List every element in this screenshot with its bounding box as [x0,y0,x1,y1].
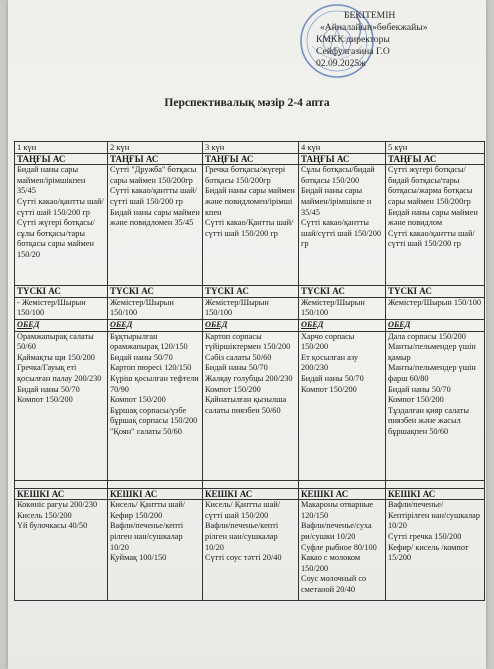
menu-cell [386,297,485,319]
meal-label: ТҮСКІ АС [203,286,299,298]
day-header: 2 күн [108,142,203,154]
day-header: 5 күн [386,142,485,154]
dinner-row [15,500,485,601]
meal-label: ОБЕД [203,319,299,331]
menu-text: Жемістер/Шырын 150/100 [388,297,482,307]
menu-text: Картоп сорпасы түйіршіктермен 150/200 Сәбіз салаты 50/60 Бидай наны 50/70 Жалқау голубцы 200/230 Компот 150/200 Қайнатылған қызылша салаты пиязбен 50/60 [205,331,293,415]
menu-cell [203,297,299,319]
menu-text: Харчо сорпасы 150/200 Ет қосылған азу 200/230 Бидай наны 50/70 Компот 150/200 [301,331,364,394]
breakfast-row [15,165,485,286]
menu-text: Кисель/ Қантты шай/сүтті шай 150/200 Вафли/печенье/кепті рілген нан/сушкалар 10/20 Сүтті соус тәтті 20/40 [205,500,282,563]
meal-label: КЕШКІ АС [299,488,386,500]
menu-cell [299,331,386,480]
spacer-cell [386,480,485,488]
menu-text: Вафли/печенье/ Кептірілген нан/сушкалар 10/20 Сүтті гречка 150/200 Кефир/ кисель /компот 15/200 [388,500,480,563]
meal-label: КЕШКІ АС [15,488,108,500]
meal-label: ТАҢҒЫ АС [203,153,299,165]
meal-label: ОБЕД [386,319,485,331]
approval-line: КМКК директоры [316,34,390,45]
menu-text: Бұқтырылған орамжапырақ 120/150 Бидай наны 50/70 Картоп пюресі 120/150 Күріш қосылған тефтели 70/90 Компот 150/200 Бұршақ сорпасы/үзбе бұршақ сорпасы 150/200 "Қоян" салаты 50/60 [110,331,199,436]
menu-text: Макароны отварные 120/150 Вафли/печенье/суха ри/сушки 10/20 Суфле рыбное 80/100 Какао с молоком 150/200 Соус молочный со сметаной 20/40 [301,500,377,594]
menu-cell [386,500,485,601]
meal-label: ТҮСКІ АС [15,286,108,298]
menu-cell [386,331,485,480]
meal-label: ОБЕД [299,319,386,331]
lunch-label-row [15,286,485,298]
menu-cell [203,165,299,286]
spacer-row [15,480,485,488]
menu-text: Дала сорпасы 150/200 Манты/пельмендер үшін қамыр Манты/пельмендер үшін фарш 60/80 Бидай наны 50/70 Компот 150/200 Тұздалған қияр салаты пиязбен және жасыл бұршақпен 50/60 [388,331,476,436]
approval-line: БЕКІТЕМІН [344,10,396,21]
day-header: 1 күн [15,142,108,154]
obed-row [15,331,485,480]
spacer-cell [108,480,203,488]
menu-text: Сұлы ботқасы/бидай ботқасы 150/200 Бидай наны сары маймен/ірімшікпе н 35/45 Сүтті какао/қантты шай/сүтті шай 150/200 гр [301,165,382,249]
menu-text: Бидай наны сары маймен/ірімшікпен 35/45 Сүтті какао/қантты шай/сүтті шай 150/200 гр Сүтті жүгері ботқасы/сұлы ботқасы/тары ботқасы сары маймен 150/20 [17,165,104,259]
approval-block [316,10,486,70]
menu-cell [15,500,108,601]
menu-cell [108,500,203,601]
menu-cell [299,297,386,319]
spacer-cell [203,480,299,488]
menu-cell [15,165,108,286]
meal-label: ТАҢҒЫ АС [386,153,485,165]
menu-text: Жемістер/Шырын 150/100 [110,297,174,318]
meal-label: ТАҢҒЫ АС [299,153,386,165]
day-header: 3 күн [203,142,299,154]
meal-label: ОБЕД [15,319,108,331]
menu-text: Сүтті жүгері ботқасы/бидай ботқасы/тары ботқасы/жарма ботқасы сары маймен 150/200гр Бидай наны сары маймен және повидлом Сүтті какао/қантты шай/сүтті шай 150/200 гр [388,165,478,249]
menu-text: Гречка ботқасы/жүгері ботқасы 150/200гр Бидай наны сары маймен және повидломен/ірімші кпен Сүтті какао/Қантты шай/сүтті шай 150/200 гр [205,165,295,238]
spacer-cell [15,480,108,488]
menu-text: Кокөніс рагуы 200/230 Кисель 150/200 Үй булочкасы 40/50 [17,500,98,531]
meal-label: КЕШКІ АС [386,488,485,500]
meal-label: КЕШКІ АС [108,488,203,500]
meal-label: ТАҢҒЫ АС [108,153,203,165]
day-header: 4 күн [299,142,386,154]
page-title: Перспективалық мәзір 2-4 апта [164,97,330,109]
meal-label: ТАҢҒЫ АС [15,153,108,165]
menu-text: Жемістер/Шырын 150/100 [205,297,269,318]
spacer-cell [299,480,386,488]
lunch-fruit-row [15,297,485,319]
approval-line: 02.09.2025ж [316,58,366,69]
menu-cell [203,331,299,480]
menu-text: - Жемістер/Шырын 150/100 [17,297,86,318]
menu-text: Орамжапырақ салаты 50/60 Қаймақты щи 150/200 Гречка/Гауық еті қосылған палау 200/230 Бидай наны 50/70 Компот 150/200 [17,331,102,405]
menu-cell [108,165,203,286]
day-header-row [15,142,485,154]
menu-cell [299,165,386,286]
approval-line: Сейфулгазина Г.О [316,46,390,57]
approval-line: «Айналайын»бөбекжайы» [320,22,428,33]
meal-label: ТҮСКІ АС [386,286,485,298]
menu-cell [108,331,203,480]
menu-table [14,141,485,601]
meal-label: ТҮСКІ АС [108,286,203,298]
dinner-label-row [15,488,485,500]
menu-cell [299,500,386,601]
menu-cell [15,297,108,319]
menu-cell [386,165,485,286]
menu-cell [15,331,108,480]
menu-text: Жемістер/Шырын 150/100 [301,297,365,318]
menu-text: Кисель/ Қантты шай/Кефир 150/200 Вафли/печенье/кепті рілген нан/сушкалар 10/20 Қуймақ 100/150 [110,500,186,563]
meal-label: ТҮСКІ АС [299,286,386,298]
meal-label: ОБЕД [108,319,203,331]
menu-cell [108,297,203,319]
meal-label: КЕШКІ АС [203,488,299,500]
breakfast-label-row [15,153,485,165]
obed-label-row [15,319,485,331]
menu-cell [203,500,299,601]
menu-text: Сүтті "Дружба" ботқасы сары маймен 150/200гр Сүтті какао/қантты шай/сүтті шай 150/200 гр Бидай наны сары маймен және повидломен 35/45 [110,165,200,228]
